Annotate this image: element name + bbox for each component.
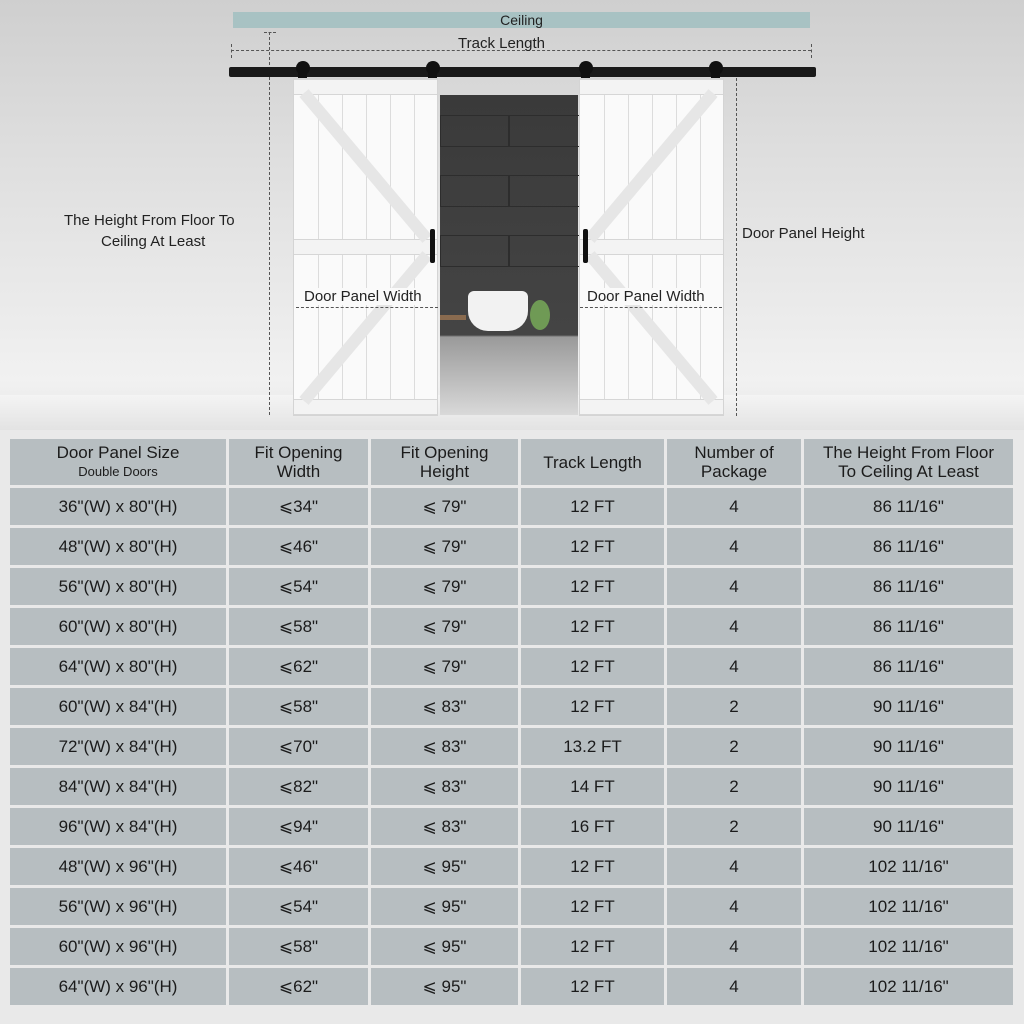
door-panel-size-cell: 84"(W) x 84"(H) <box>10 768 226 805</box>
door-panel-size-cell: 64"(W) x 80"(H) <box>10 648 226 685</box>
floor-to-ceiling-cell: 102 11/16" <box>804 888 1013 925</box>
track-rail <box>229 67 816 77</box>
header-number-of-package <box>667 439 801 485</box>
floor-to-ceiling-cell: 90 11/16" <box>804 768 1013 805</box>
track-length-tick-left <box>231 44 232 58</box>
fit-opening-height-cell: ⩽ 83" <box>371 808 518 845</box>
floor-to-ceiling-label-line2: Ceiling At Least <box>101 233 206 250</box>
table-row <box>10 768 1013 805</box>
header-door-panel-size <box>10 439 226 485</box>
track-length-cell: 12 FT <box>521 608 664 645</box>
table-row <box>10 568 1013 605</box>
fit-opening-width-cell: ⩽34" <box>229 488 368 525</box>
door-panel-width-line-right <box>580 307 722 308</box>
wall-tile <box>440 175 510 207</box>
fit-opening-width-cell: ⩽58" <box>229 608 368 645</box>
track-length-cell: 12 FT <box>521 928 664 965</box>
fit-opening-height-cell: ⩽ 83" <box>371 688 518 725</box>
door-panel-size-cell: 60"(W) x 84"(H) <box>10 688 226 725</box>
table-row <box>10 528 1013 565</box>
door-panel-height-label: Door Panel Height <box>742 225 865 242</box>
fit-opening-height-cell: ⩽ 79" <box>371 648 518 685</box>
header-track-length <box>521 439 664 485</box>
table-row <box>10 488 1013 525</box>
door-panel-size-cell: 48"(W) x 96"(H) <box>10 848 226 885</box>
door-panel-size-cell: 60"(W) x 96"(H) <box>10 928 226 965</box>
header-text: Track Length <box>543 452 642 472</box>
number-of-package-cell: 2 <box>667 808 801 845</box>
door-panel-width-line-left <box>296 307 438 308</box>
floor-to-ceiling-cell: 86 11/16" <box>804 528 1013 565</box>
track-length-cell: 12 FT <box>521 488 664 525</box>
fit-opening-height-cell: ⩽ 79" <box>371 568 518 605</box>
wall-tile <box>508 115 580 147</box>
table-row <box>10 648 1013 685</box>
table-row <box>10 888 1013 925</box>
door-cross-brace <box>294 79 437 415</box>
floor-to-ceiling-tick-top <box>264 32 276 33</box>
table-row <box>10 688 1013 725</box>
floor-to-ceiling-cell: 86 11/16" <box>804 648 1013 685</box>
number-of-package-cell: 4 <box>667 928 801 965</box>
door-panel-height-dimension-line <box>736 78 737 416</box>
track-length-cell: 12 FT <box>521 848 664 885</box>
door-panel-size-cell: 60"(W) x 80"(H) <box>10 608 226 645</box>
door-panel-size-cell: 64"(W) x 96"(H) <box>10 968 226 1005</box>
wall-tile <box>440 235 510 267</box>
door-cross-brace <box>580 79 723 415</box>
side-table <box>440 315 466 320</box>
header-text: The Height From Floor <box>823 443 994 462</box>
track-length-tick-right <box>811 44 812 58</box>
track-length-cell: 12 FT <box>521 568 664 605</box>
floor-to-ceiling-cell: 86 11/16" <box>804 488 1013 525</box>
number-of-package-cell: 2 <box>667 688 801 725</box>
track-length-cell: 12 FT <box>521 688 664 725</box>
wall-tile <box>440 115 510 147</box>
number-of-package-cell: 4 <box>667 608 801 645</box>
floor-to-ceiling-cell: 90 11/16" <box>804 808 1013 845</box>
header-text: Fit Opening <box>400 443 489 462</box>
door-panel-size-cell: 96"(W) x 84"(H) <box>10 808 226 845</box>
fit-opening-width-cell: ⩽46" <box>229 848 368 885</box>
header-text: Number of <box>694 443 774 462</box>
number-of-package-cell: 2 <box>667 768 801 805</box>
barn-door-diagram <box>0 0 1024 430</box>
track-length-cell: 14 FT <box>521 768 664 805</box>
track-length-cell: 13.2 FT <box>521 728 664 765</box>
header-fit-opening-height <box>371 439 518 485</box>
fit-opening-height-cell: ⩽ 79" <box>371 608 518 645</box>
floor-to-ceiling-cell: 86 11/16" <box>804 568 1013 605</box>
floor-to-ceiling-cell: 102 11/16" <box>804 848 1013 885</box>
table-body <box>10 488 1013 1005</box>
door-panel-size-cell: 48"(W) x 80"(H) <box>10 528 226 565</box>
number-of-package-cell: 2 <box>667 728 801 765</box>
floor-to-ceiling-dimension-line <box>269 32 270 415</box>
door-panel-size-cell: 56"(W) x 80"(H) <box>10 568 226 605</box>
track-length-cell: 12 FT <box>521 888 664 925</box>
number-of-package-cell: 4 <box>667 528 801 565</box>
header-text: To Ceiling At Least <box>838 462 979 481</box>
fit-opening-width-cell: ⩽94" <box>229 808 368 845</box>
fit-opening-width-cell: ⩽46" <box>229 528 368 565</box>
plant <box>530 300 550 330</box>
fit-opening-width-cell: ⩽58" <box>229 688 368 725</box>
number-of-package-cell: 4 <box>667 488 801 525</box>
door-panel-width-label-left: Door Panel Width <box>304 288 422 305</box>
fit-opening-height-cell: ⩽ 83" <box>371 768 518 805</box>
fit-opening-height-cell: ⩽ 95" <box>371 928 518 965</box>
fit-opening-width-cell: ⩽54" <box>229 888 368 925</box>
size-spec-table <box>7 436 1016 1008</box>
door-panel-size-cell: 72"(W) x 84"(H) <box>10 728 226 765</box>
right-door-panel <box>579 78 724 416</box>
header-text: Package <box>700 462 768 481</box>
fit-opening-width-cell: ⩽58" <box>229 928 368 965</box>
table-row <box>10 928 1013 965</box>
fit-opening-height-cell: ⩽ 95" <box>371 968 518 1005</box>
fit-opening-width-cell: ⩽82" <box>229 768 368 805</box>
header-text: Door Panel Size <box>56 443 180 462</box>
floor-to-ceiling-label-line1: The Height From Floor To <box>64 212 235 229</box>
door-opening <box>440 95 578 415</box>
left-door-panel <box>293 78 438 416</box>
header-floor-to-ceiling <box>804 439 1013 485</box>
door-panel-size-cell: 56"(W) x 96"(H) <box>10 888 226 925</box>
track-length-cell: 12 FT <box>521 528 664 565</box>
door-panel-size-cell: 36"(W) x 80"(H) <box>10 488 226 525</box>
fit-opening-height-cell: ⩽ 95" <box>371 848 518 885</box>
fit-opening-width-cell: ⩽54" <box>229 568 368 605</box>
wall-tile <box>508 235 580 267</box>
fit-opening-height-cell: ⩽ 79" <box>371 528 518 565</box>
number-of-package-cell: 4 <box>667 848 801 885</box>
door-handle <box>583 229 588 263</box>
track-length-label: Track Length <box>458 35 545 52</box>
track-length-cell: 12 FT <box>521 968 664 1005</box>
floor-to-ceiling-cell: 102 11/16" <box>804 928 1013 965</box>
door-panel-width-label-right: Door Panel Width <box>587 288 705 305</box>
fit-opening-width-cell: ⩽62" <box>229 648 368 685</box>
track-length-cell: 16 FT <box>521 808 664 845</box>
floor-to-ceiling-cell: 90 11/16" <box>804 688 1013 725</box>
header-text: Height <box>419 462 470 481</box>
header-text: Width <box>276 462 321 481</box>
number-of-package-cell: 4 <box>667 568 801 605</box>
bathtub <box>468 291 528 331</box>
fit-opening-height-cell: ⩽ 95" <box>371 888 518 925</box>
table-row <box>10 728 1013 765</box>
wall-tile <box>508 175 580 207</box>
table-header-row <box>10 439 1013 485</box>
number-of-package-cell: 4 <box>667 968 801 1005</box>
track-length-cell: 12 FT <box>521 648 664 685</box>
floor-to-ceiling-cell: 86 11/16" <box>804 608 1013 645</box>
fit-opening-height-cell: ⩽ 79" <box>371 488 518 525</box>
table-row <box>10 608 1013 645</box>
fit-opening-width-cell: ⩽70" <box>229 728 368 765</box>
fit-opening-width-cell: ⩽62" <box>229 968 368 1005</box>
floor-to-ceiling-cell: 102 11/16" <box>804 968 1013 1005</box>
header-text: Fit Opening <box>254 443 343 462</box>
ceiling-label: Ceiling <box>233 12 810 28</box>
floor-to-ceiling-cell: 90 11/16" <box>804 728 1013 765</box>
header-subtext: Double Doors <box>78 464 158 479</box>
table-row <box>10 808 1013 845</box>
header-fit-opening-width <box>229 439 368 485</box>
number-of-package-cell: 4 <box>667 648 801 685</box>
fit-opening-height-cell: ⩽ 83" <box>371 728 518 765</box>
table-row <box>10 968 1013 1005</box>
number-of-package-cell: 4 <box>667 888 801 925</box>
table-row <box>10 848 1013 885</box>
door-handle <box>430 229 435 263</box>
